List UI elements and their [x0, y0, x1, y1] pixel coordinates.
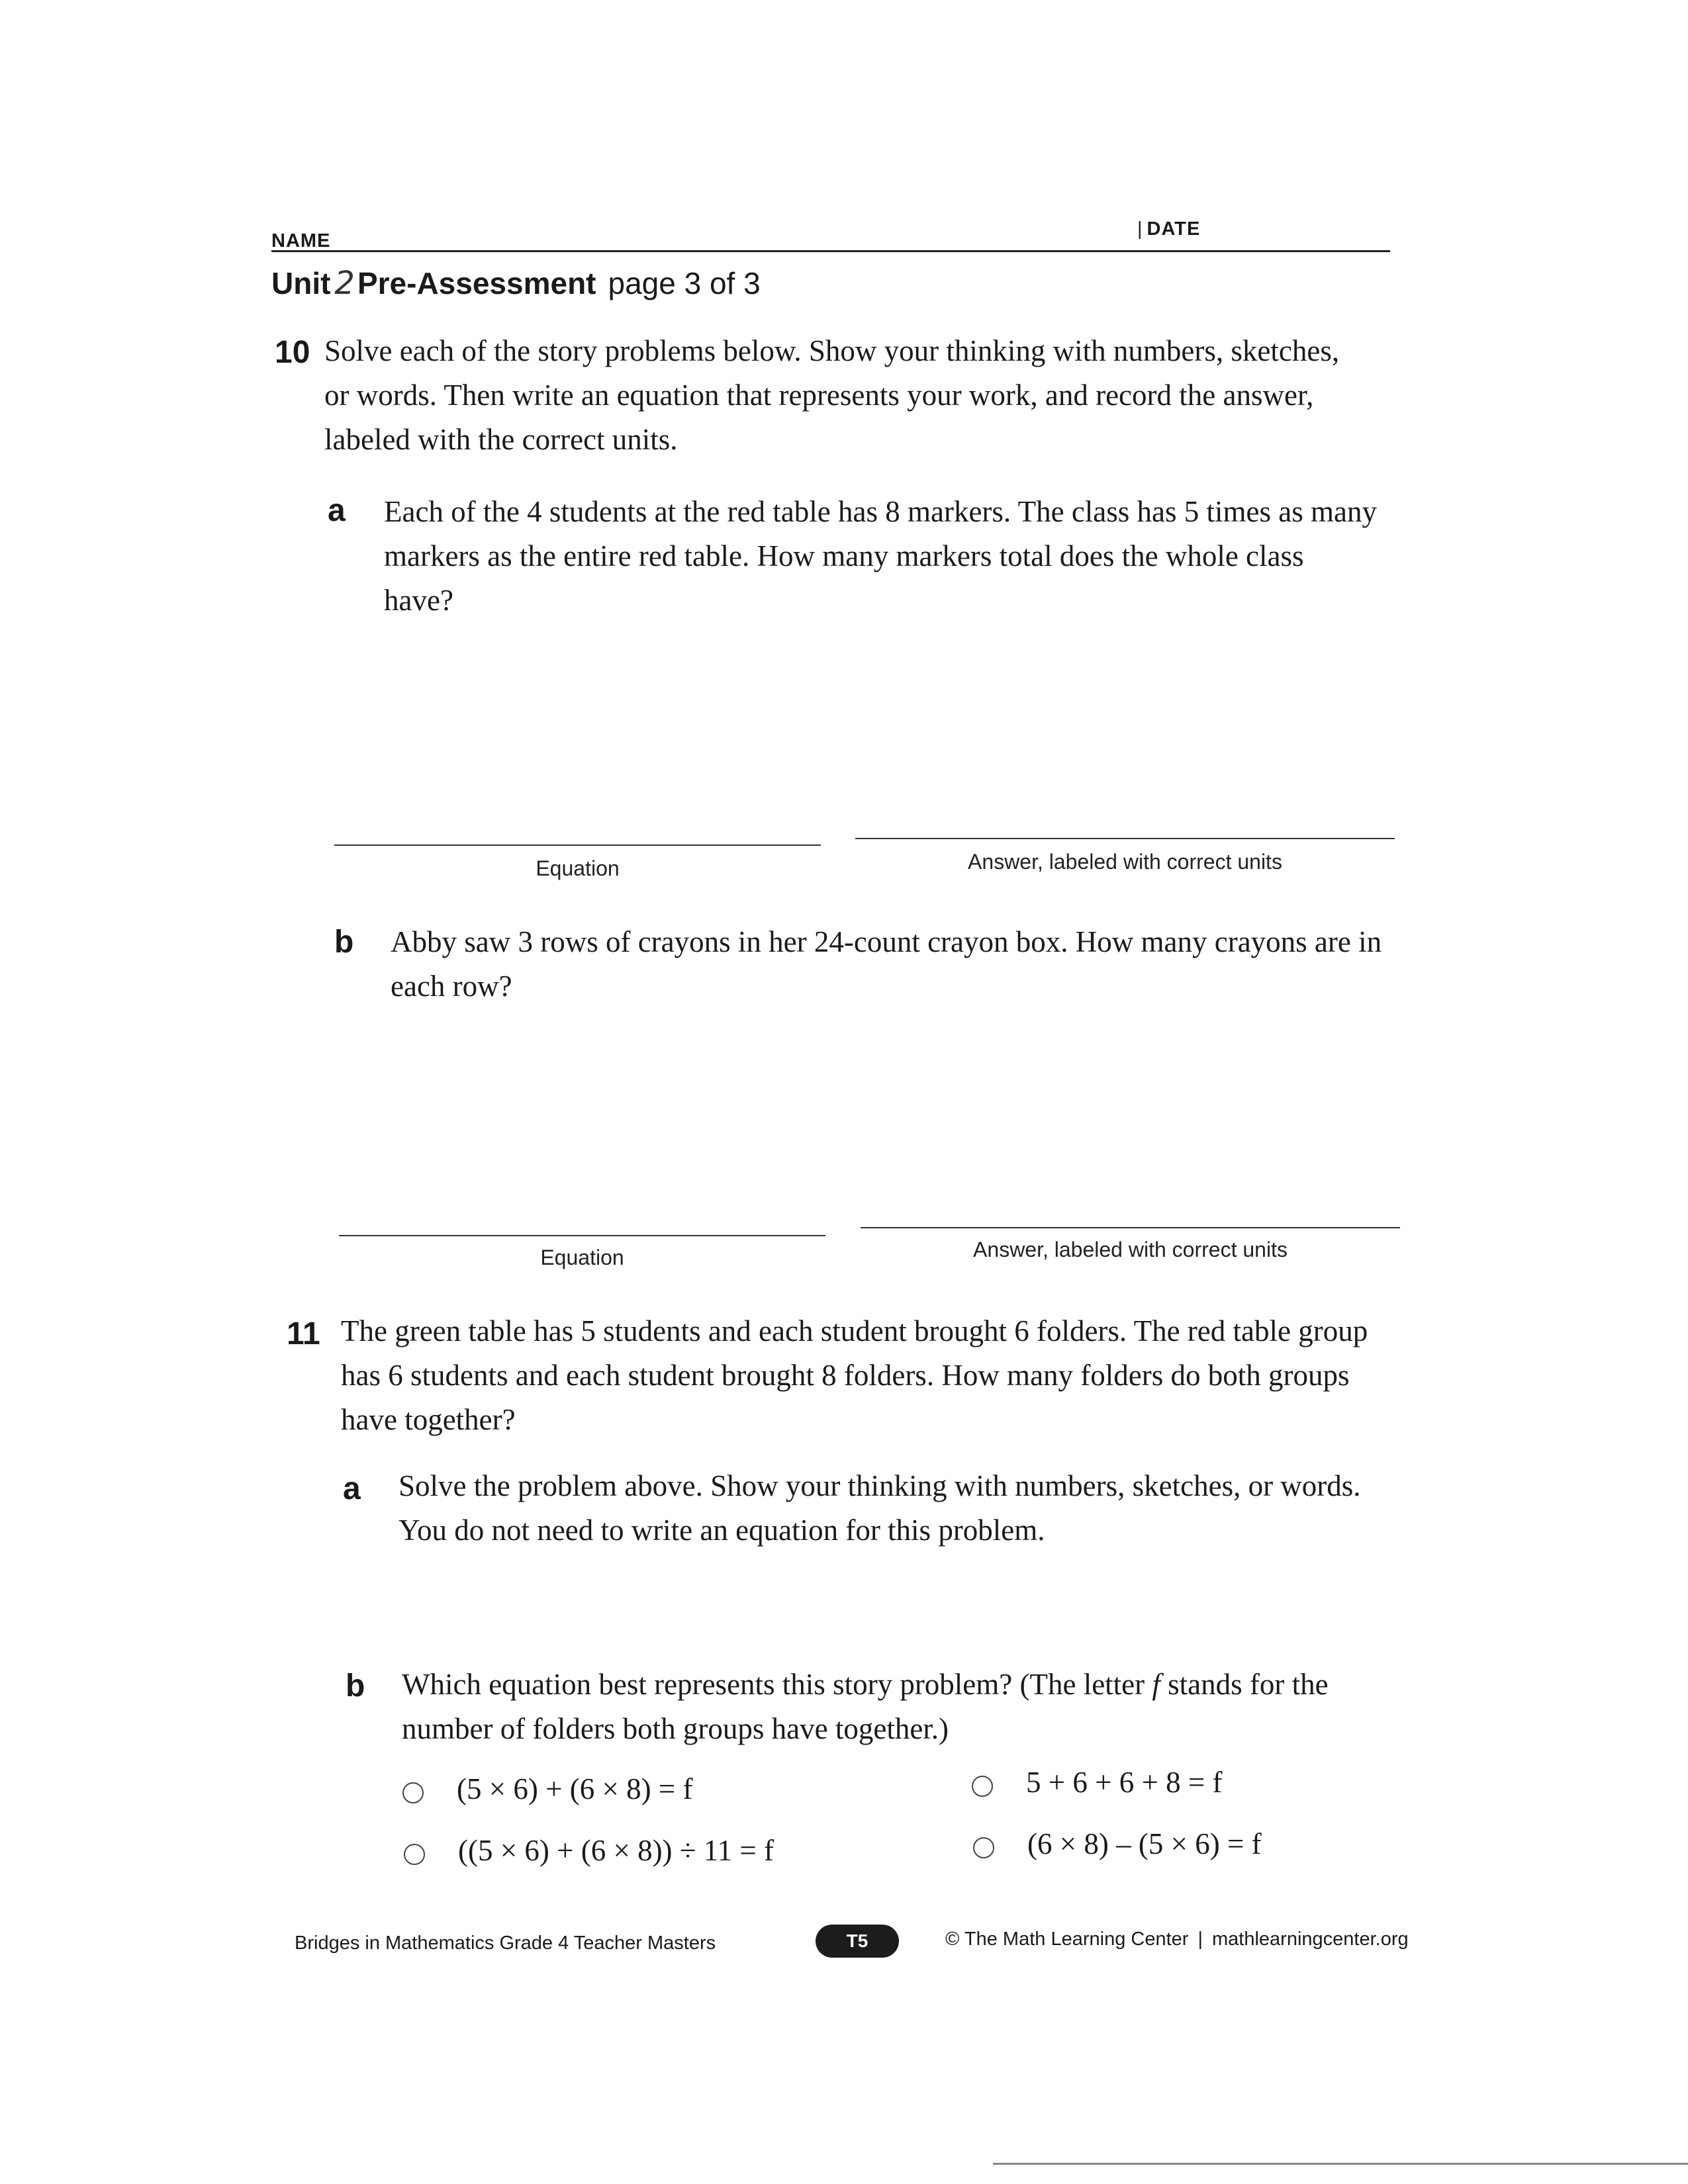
- option-2-text: 5 + 6 + 6 + 8 = f: [1026, 1766, 1223, 1799]
- date-label-text: DATE: [1147, 218, 1201, 240]
- handwritten-unit-number: 2: [334, 265, 355, 302]
- problem-11a-label: a: [343, 1471, 361, 1506]
- option-1-text: (5 × 6) + (6 × 8) = f: [457, 1772, 693, 1805]
- problem-11a-text: Solve the problem above. Show your thinking with numbers, sketches, or words. You do not need to write an equation for this problem.: [399, 1469, 1361, 1547]
- problem-10b-equation-line[interactable]: [339, 1235, 825, 1236]
- problem-10a-equation-caption: Equation: [536, 856, 620, 880]
- footer-credits: [945, 1929, 1409, 1950]
- option-1-radio[interactable]: [402, 1782, 424, 1803]
- problem-10a-label: a: [328, 493, 346, 528]
- problem-10a-text: Each of the 4 students at the red table has 8 markers. The class has 5 times as many markers as the entire red table. How many markers total does the whole class have?: [384, 495, 1377, 617]
- option-3-radio[interactable]: [404, 1844, 425, 1865]
- problem-10b-answer-caption: Answer, labeled with correct units: [973, 1238, 1288, 1261]
- page-info: page 3 of 3: [608, 266, 761, 300]
- problem-10b-answer-line[interactable]: [861, 1227, 1400, 1228]
- footer-website[interactable]: mathlearningcenter.org: [1211, 1929, 1409, 1950]
- problem-10b-equation-caption: Equation: [540, 1246, 624, 1269]
- problem-11b-text-before: Which equation best represents this story problem? (The letter: [402, 1668, 1152, 1701]
- name-label: NAME: [271, 230, 331, 251]
- assessment-title: Pre-Assessment: [357, 266, 596, 300]
- problem-11b-label: b: [346, 1668, 365, 1704]
- problem-10a-equation-line[interactable]: [334, 844, 821, 846]
- page-title: [271, 265, 761, 302]
- date-label: | DATE: [1137, 218, 1201, 240]
- problem-10b-text: Abby saw 3 rows of crayons in her 24-count crayon box. How many crayons are in each row?: [391, 925, 1382, 1003]
- footer-separator: |: [1197, 1929, 1203, 1950]
- option-4-radio[interactable]: [973, 1837, 994, 1858]
- page-badge: T5: [816, 1925, 899, 1958]
- footer-copyright: © The Math Learning Center: [945, 1929, 1189, 1950]
- problem-10-instructions: Solve each of the story problems below. Show your thinking with numbers, sketches, or words. Then write an equation that represents your work, and record the answer, labeled with the correct units.: [324, 334, 1340, 456]
- problem-11b-variable: f: [1152, 1668, 1160, 1701]
- problem-10a-answer-line[interactable]: [855, 838, 1395, 839]
- problem-11b-text: [402, 1662, 1395, 1751]
- problem-11-number: 11: [287, 1316, 320, 1351]
- problem-11b-text-after: stands for the number of folders both groups have together.): [402, 1668, 1329, 1745]
- problem-10b-label: b: [334, 925, 354, 960]
- problem-10a-answer-caption: Answer, labeled with correct units: [968, 850, 1282, 874]
- problem-10-number: 10: [275, 335, 310, 370]
- footer-publication: Bridges in Mathematics Grade 4 Teacher Masters: [295, 1933, 716, 1954]
- unit-word: Unit: [271, 266, 331, 300]
- option-4-text: (6 × 8) – (5 × 6) = f: [1027, 1827, 1262, 1860]
- problem-11-text: The green table has 5 students and each student brought 6 folders. The red table group has 6 students and each student brought 8 folders. How many folders do both groups have together?: [341, 1314, 1368, 1436]
- scan-edge-line: [993, 2163, 1688, 2165]
- option-3-text: ((5 × 6) + (6 × 8)) ÷ 11 = f: [458, 1834, 774, 1867]
- option-2-radio[interactable]: [972, 1776, 993, 1797]
- name-date-line[interactable]: [271, 250, 1390, 252]
